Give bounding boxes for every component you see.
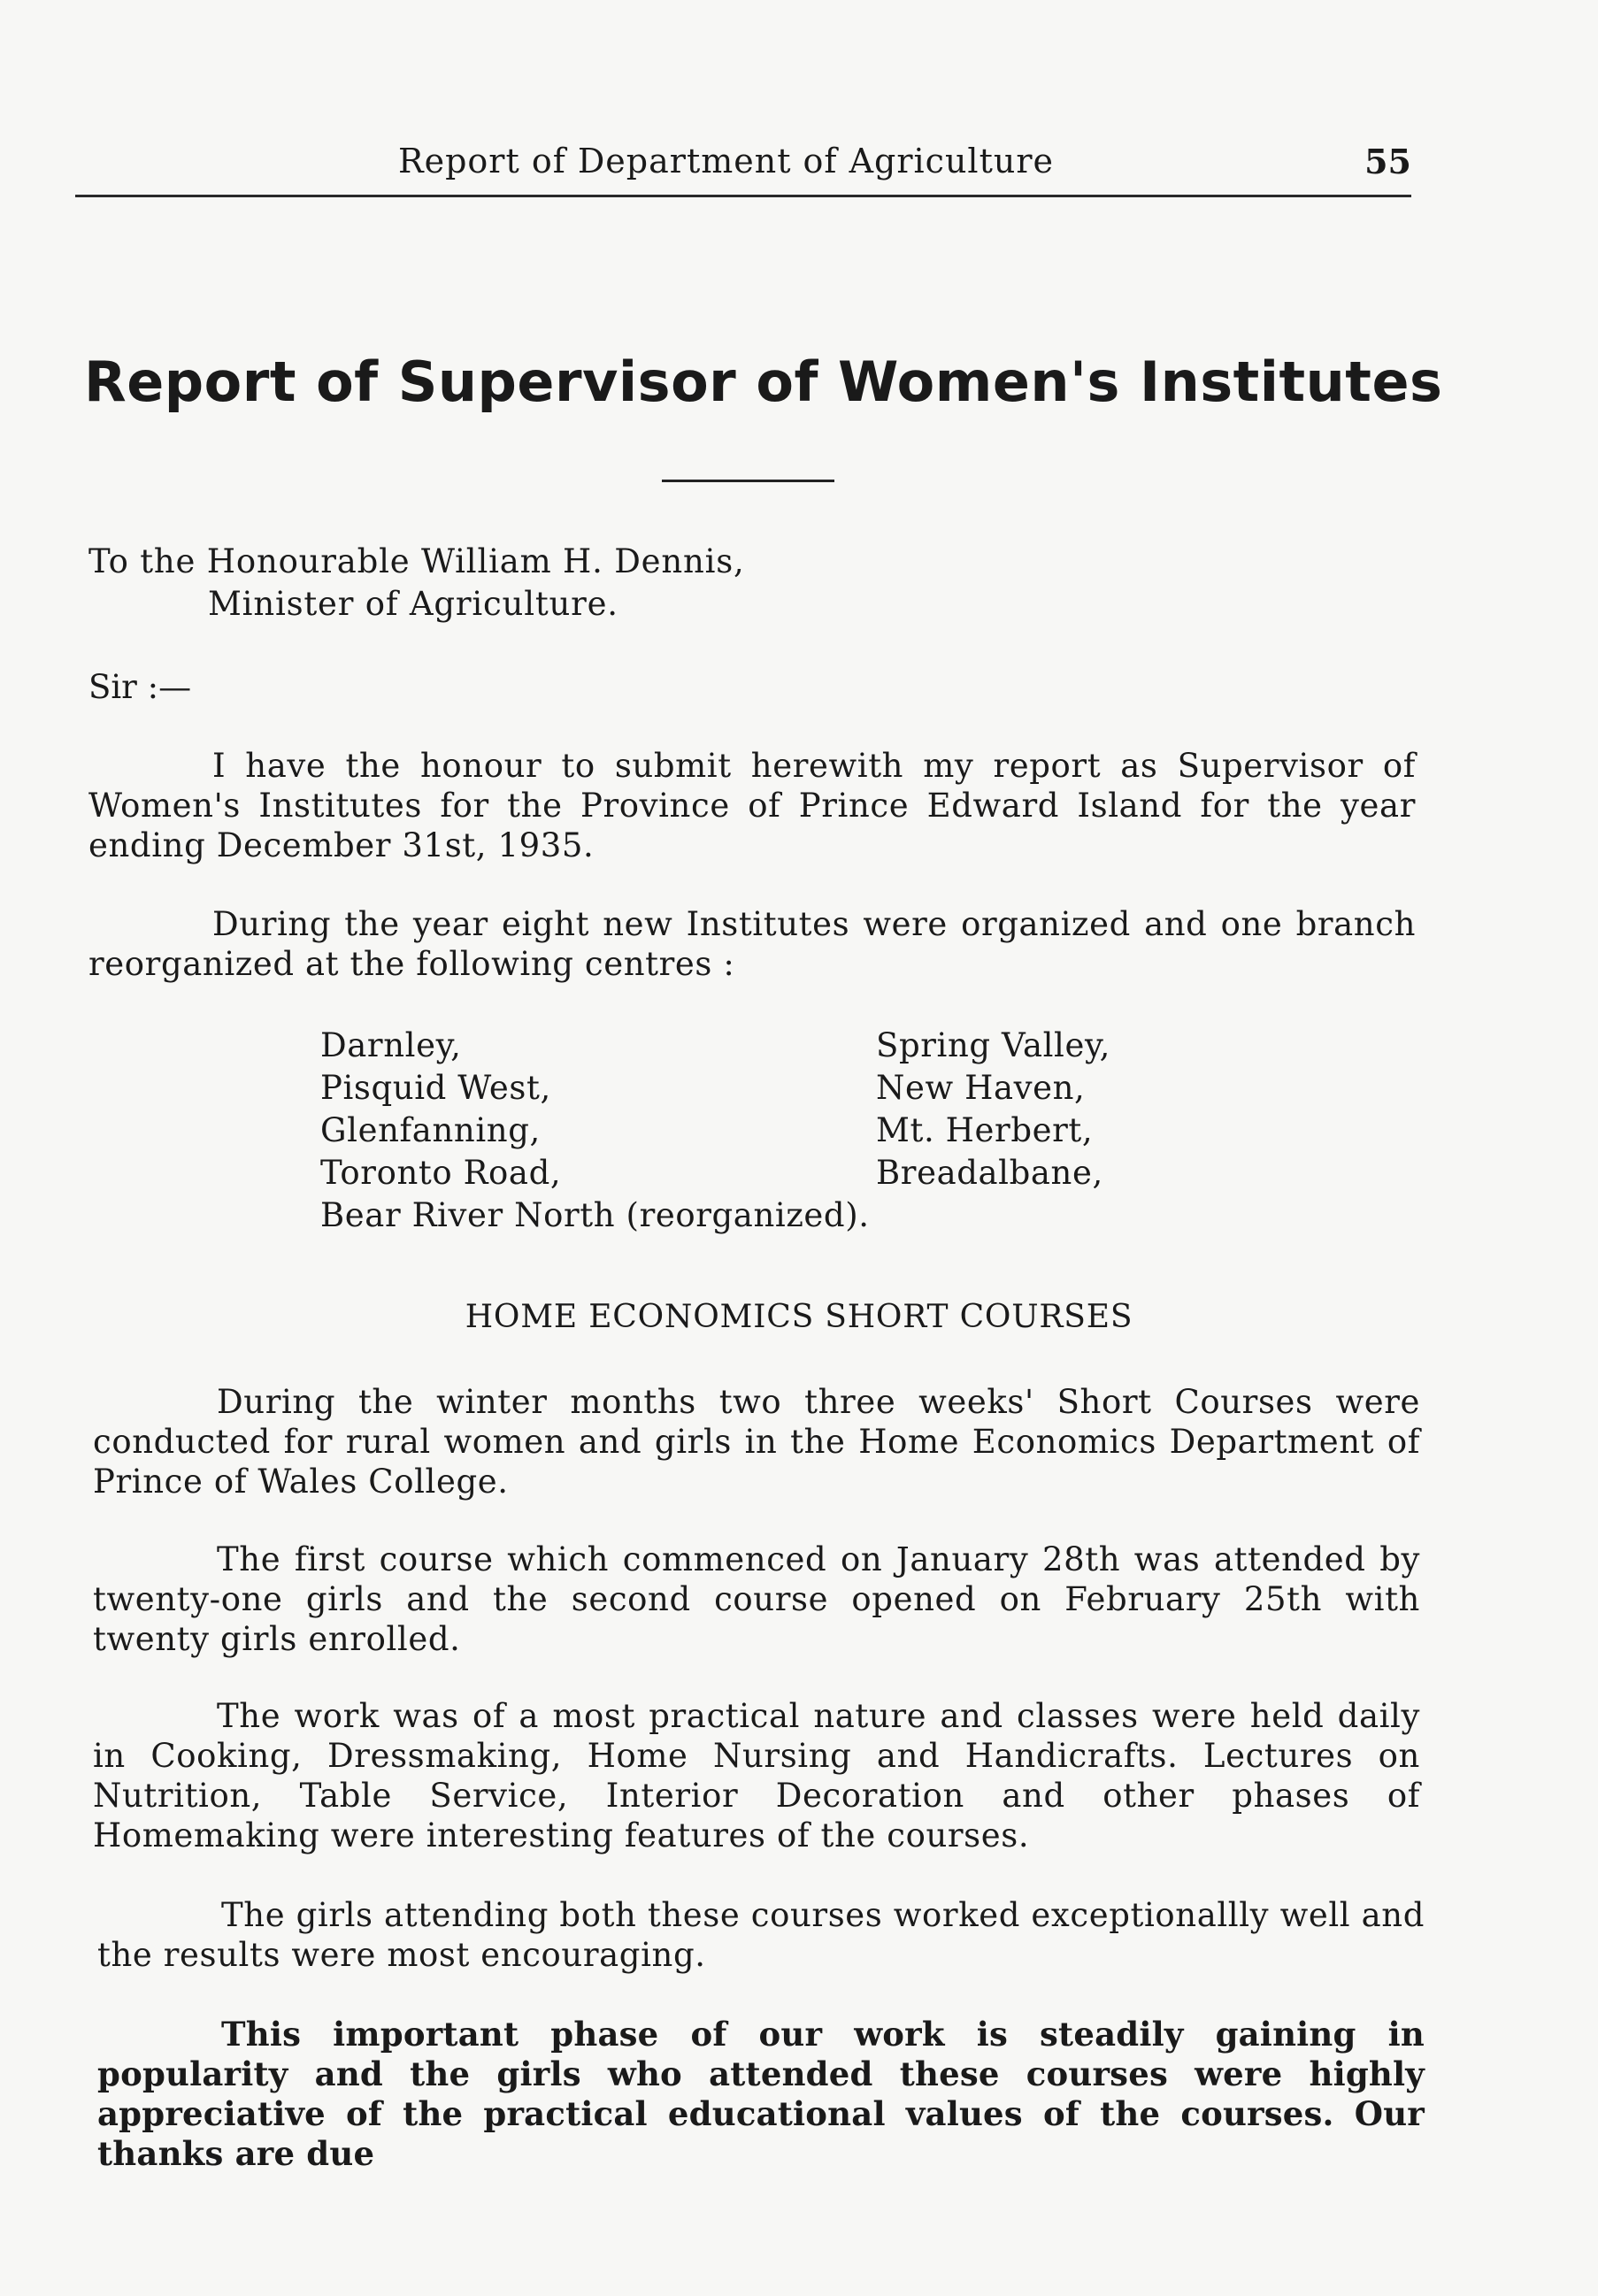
page-title: Report of Supervisor of Women's Institutes [84,349,1443,414]
courses-paragraph-5: This important phase of our work is steadily gaining in popularity and the girls who attended these courses were highly appreciative of the practical educational values of the courses. Our thanks are due [97,2015,1425,2173]
greeting: Sir :— [88,668,192,706]
section-heading: HOME ECONOMICS SHORT COURSES [465,1299,1133,1335]
addressee-line: To the Honourable William H. Dennis, [88,542,745,580]
centres-right-column [876,1025,1110,1194]
addressee-title: Minister of Agriculture. [208,585,618,623]
organized-paragraph: During the year eight new Institutes were organized and one branch reorganized at the following centres : [88,905,1416,983]
running-header [75,142,1411,197]
running-header-title: Report of Department of Agriculture [398,142,1054,180]
centre-item: Darnley, [320,1026,462,1064]
centre-item: Breadalbane, [876,1154,1103,1192]
centre-item: Spring Valley, [876,1026,1110,1064]
centre-item: New Haven, [876,1069,1086,1107]
centre-item-reorganized: Bear River North (reorganized). [320,1196,870,1234]
centre-item: Mt. Herbert, [876,1111,1094,1149]
centre-item: Pisquid West, [320,1069,551,1107]
title-divider [662,480,834,482]
centre-item: Glenfanning, [320,1111,541,1149]
page-number: 55 [1364,142,1411,181]
centre-item: Toronto Road, [320,1154,562,1192]
courses-paragraph-4: The girls attending both these courses worked exceptionallly well and the results were most encouraging. [97,1896,1425,1974]
courses-paragraph-3: The work was of a most practical nature and classes were held daily in Cooking, Dressmaking, Home Nursing and Handicrafts. Lectures on Nutrition, Table Service, Interior Decoration and other phases of Homemaking were interesting features of the courses. [93,1697,1420,1854]
centres-left-column [320,1025,870,1237]
courses-paragraph-2: The first course which commenced on January 28th was attended by twenty-one girls and the second course opened on February 25th with twenty girls enrolled. [93,1540,1420,1658]
courses-paragraph-1: During the winter months two three weeks' Short Courses were conducted for rural women and girls in the Home Economics Department of Prince of Wales College. [93,1383,1420,1501]
intro-paragraph: I have the honour to submit herewith my report as Supervisor of Women's Institutes for the Province of Prince Edward Island for the year ending December 31st, 1935. [88,747,1416,864]
